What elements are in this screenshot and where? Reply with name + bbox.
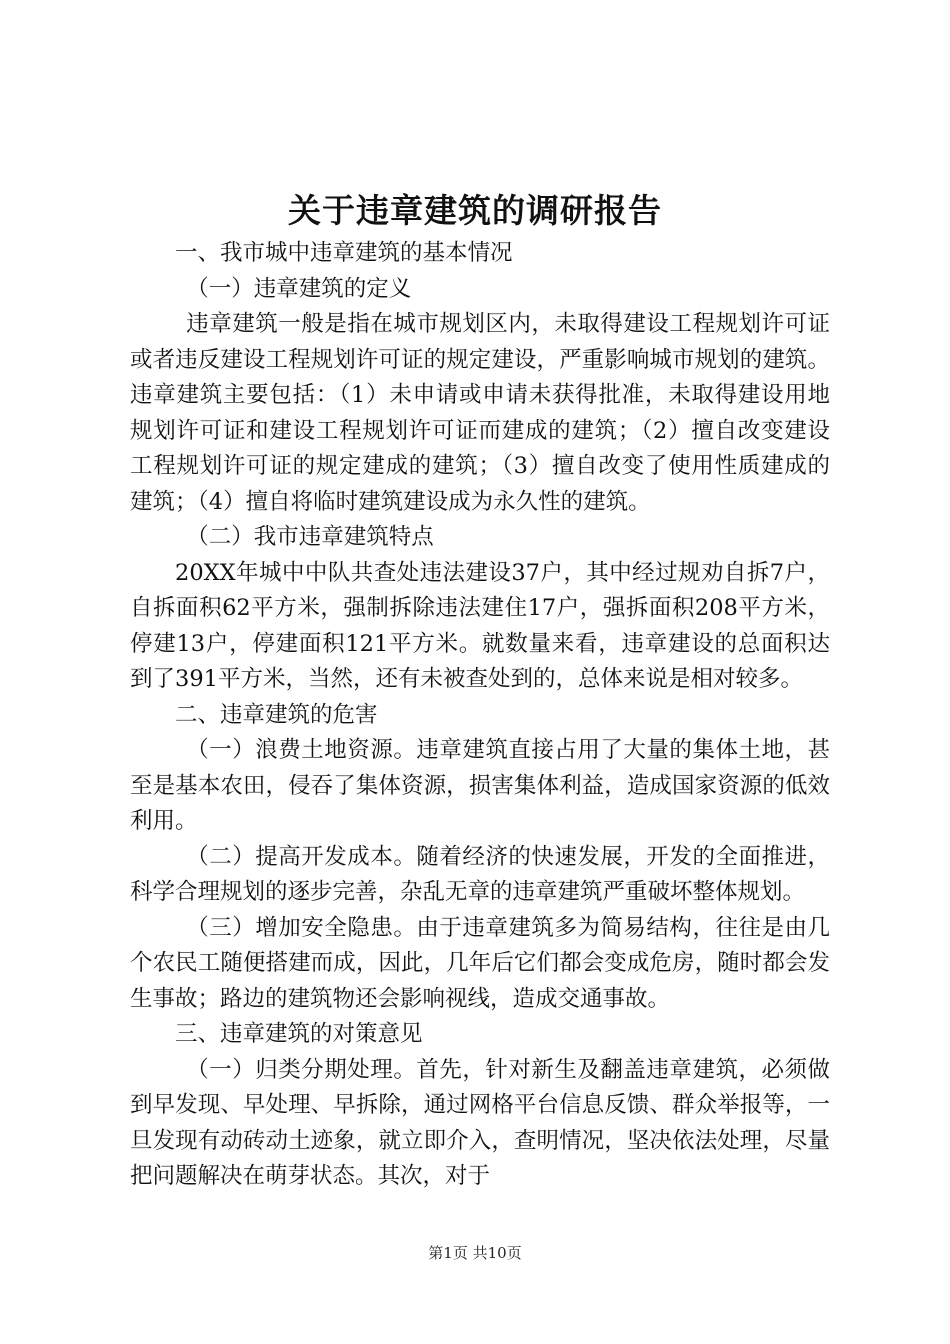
- body-paragraph: 20XX年城中中队共查处违法建设37户，其中经过规劝自拆7户，自拆面积62平方米，强制拆除违法建住17户，强拆面积208平方米，停建13户，停建面积121平方米。就数量来看，违章建设的总面积达到了391平方米，当然，还有未被查处到的，总体来说是相对较多。: [130, 559, 830, 692]
- body-paragraph: （一）归类分期处理。首先，针对新生及翻盖违章建筑，必须做到早发现、早处理、早拆除，通过网格平台信息反馈、群众举报等，一旦发现有动砖动土迹象，就立即介入，查明情况，坚决依法处理，尽量把问题解决在萌芽状态。其次，对于: [130, 1056, 830, 1189]
- body-paragraph: 违章建筑一般是指在城市规划区内，未取得建设工程规划许可证或者违反建设工程规划许可证的规定建设，严重影响城市规划的建筑。违章建筑主要包括：（1）未申请或申请未获得批准，未取得建设用地规划许可证和建设工程规划许可证而建成的建筑；（2）擅自改变建设工程规划许可证的规定建成的建筑；（3）擅自改变了使用性质建成的建筑；（4）擅自将临时建筑建设成为永久性的建筑。: [130, 311, 830, 515]
- section-heading-3: 三、违章建筑的对策意见: [175, 1021, 423, 1047]
- body-paragraph: （一）浪费土地资源。违章建筑直接占用了大量的集体土地，甚至是基本农田，侵吞了集体资源，损害集体利益，造成国家资源的低效利用。: [130, 737, 830, 834]
- body-paragraph: （二）提高开发成本。随着经济的快速发展，开发的全面推进，科学合理规划的逐步完善，杂乱无章的违章建筑严重破坏整体规划。: [130, 843, 830, 905]
- subsection-heading: （二）我市违章建筑特点: [186, 524, 434, 550]
- document-body: [130, 236, 830, 1195]
- subsection-heading: （一）违章建筑的定义: [186, 275, 412, 302]
- section-heading-1: 一、我市城中违章建筑的基本情况: [175, 240, 513, 266]
- body-paragraph: （三）增加安全隐患。由于违章建筑多为简易结构，往往是由几个农民工随便搭建而成，因此，几年后它们都会变成危房，随时都会发生事故；路边的建筑物还会影响视线，造成交通事故。: [130, 914, 830, 1012]
- document-title: 关于违章建筑的调研报告: [288, 191, 662, 230]
- section-heading-2: 二、违章建筑的危害: [175, 701, 378, 728]
- page-footer: 第1页 共10页: [428, 1244, 522, 1262]
